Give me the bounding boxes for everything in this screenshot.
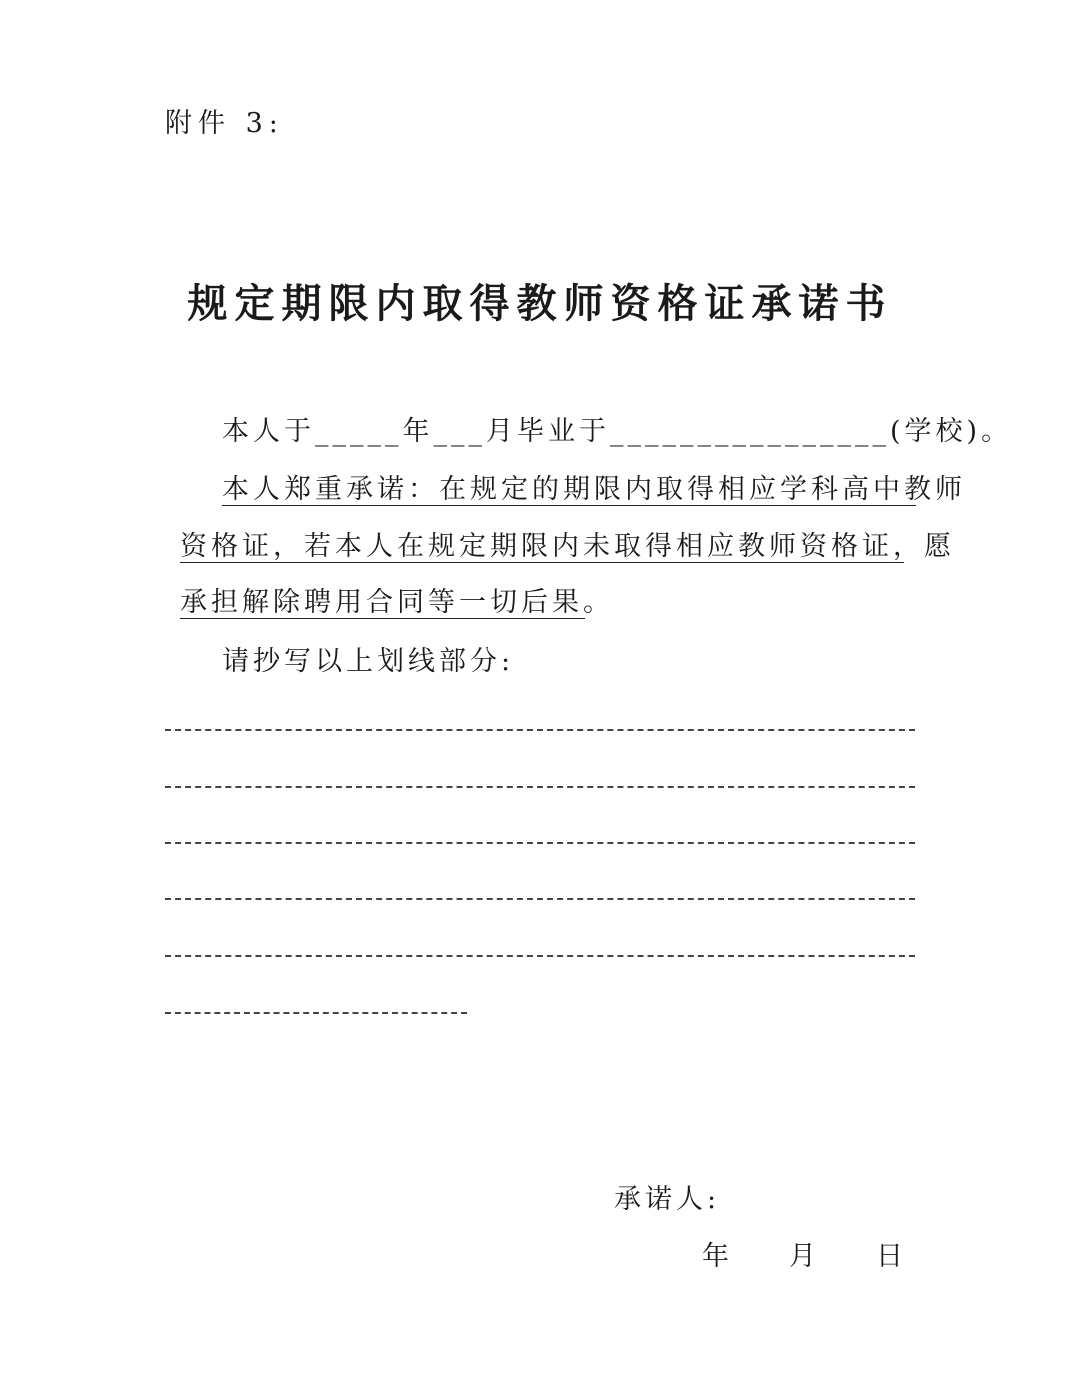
signer-label: 承诺人: <box>614 1184 721 1215</box>
pledge-line-1: 本人郑重承诺：在规定的期限内取得相应学科高中教师 <box>222 474 966 505</box>
pledge-underline-1 <box>222 505 916 506</box>
pledge-line-2: 资格证，若本人在规定期限内未取得相应教师资格证，愿 <box>180 531 955 562</box>
copy-write-line <box>165 842 915 844</box>
graduation-statement: 本人于_____年___月毕业于________________(学校)。 <box>222 416 1013 447</box>
attachment-label: 附件 3: <box>165 108 284 139</box>
document-title: 规定期限内取得教师资格证承诺书 <box>187 280 893 327</box>
date-day: 日 <box>876 1241 903 1272</box>
copy-write-line <box>165 898 915 900</box>
date-month: 月 <box>789 1241 816 1272</box>
copy-write-line <box>165 955 915 957</box>
copy-write-line <box>165 1012 467 1014</box>
copy-write-line <box>165 729 915 731</box>
copy-write-line <box>165 786 915 788</box>
pledge-underline-3 <box>180 618 585 619</box>
pledge-underline-2 <box>180 562 904 563</box>
copy-instruction: 请抄写以上划线部分: <box>222 646 515 677</box>
date-year: 年 <box>702 1241 729 1272</box>
pledge-line-3: 承担解除聘用合同等一切后果。 <box>180 587 614 618</box>
